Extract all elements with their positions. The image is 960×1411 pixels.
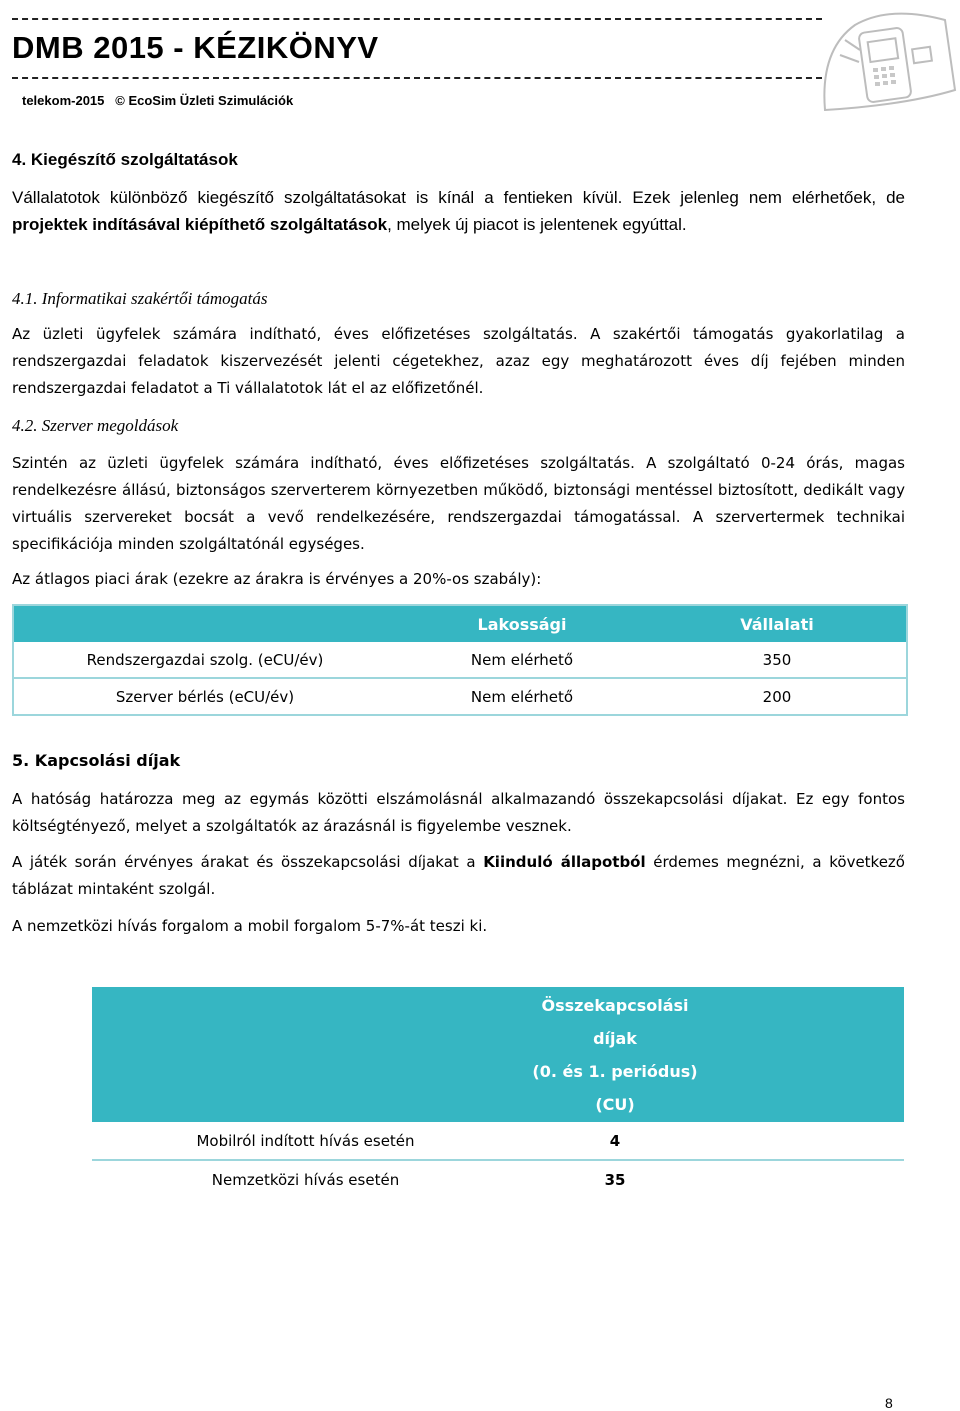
price-row-vallalati: 200	[762, 687, 792, 706]
header-dashed-rule-bottom	[12, 77, 822, 79]
document-title: DMB 2015 - KÉZIKÖNYV	[12, 30, 379, 65]
subsection-4-1-heading: 4.1. Informatikai szakértői támogatás	[12, 289, 268, 308]
header-dashed-rule-top	[12, 18, 822, 20]
intro-bold: projektek indításával kiépíthető szolgáltatások	[12, 215, 388, 234]
price-row-label: Szerver bérlés (eCU/év)	[115, 687, 295, 706]
fee-header-line2: (0. és 1. periódus) (CU)	[532, 1062, 698, 1114]
section-5-para1: A hatóság határozza meg az egymás közötti elszámolásnál alkalmazandó összekapcsolási díjakat. Ez egy fontos költségtényező, melyet a szolgáltatók az árazásnál is figyelembe vesznek.	[12, 790, 905, 835]
fee-row-value: 4	[519, 1122, 711, 1160]
fee-col-header	[519, 987, 711, 1122]
price-row-lakossagi: Nem elérhető	[396, 642, 648, 678]
table-row	[92, 1160, 904, 1198]
price-row-vallalati: 350	[648, 642, 907, 678]
table-row	[13, 678, 907, 715]
para2-bold: Kiinduló állapotból	[483, 853, 646, 871]
copyright-symbol: ©	[115, 93, 125, 108]
section-5-para2	[12, 849, 905, 903]
subtitle-right: EcoSim Üzleti Szimulációk	[128, 93, 294, 108]
phone-logo-icon	[815, 10, 960, 120]
fee-row-spacer	[711, 1160, 904, 1198]
section-4-intro	[12, 184, 905, 238]
price-table-header	[13, 605, 907, 642]
intro-text-1: Vállalatotok különböző kiegészítő szolgáltatásokat is kínál a fentieken kívül. Ezek jelenleg nem elérhetőek, de	[12, 188, 905, 207]
fee-table	[92, 987, 904, 1198]
fee-row-value: 35	[604, 1170, 626, 1189]
para2-text-2: érdemes megnézni, a következő táblázat mintaként szolgál.	[12, 853, 905, 898]
price-row-lakossagi: Nem elérhető	[470, 687, 574, 706]
intro-text-2: , melyek új piacot is jelentenek egyúttal.	[387, 215, 687, 234]
table-row	[92, 1122, 904, 1160]
price-table	[12, 604, 908, 716]
price-col-lakossagi: Lakossági	[396, 605, 648, 642]
para2-text-1: A játék során érvényes árakat és összekapcsolási díjakat a	[12, 853, 484, 871]
section-5-number: 5.	[12, 751, 30, 770]
fee-row-label: Mobilról indított hívás esetén	[92, 1122, 519, 1160]
fee-row-label: Nemzetközi hívás esetén	[211, 1170, 400, 1189]
section-4-heading: 4. Kiegészítő szolgáltatások	[12, 150, 238, 169]
prices-intro: Az átlagos piaci árak (ezekre az árakra is érvényes a 20%-os szabály):	[12, 570, 542, 588]
subsection-4-1-text: Az üzleti ügyfelek számára indítható, éves előfizetéses szolgáltatás. A szakértői támogatás gyakorlatilag a rendszergazdai feladatok kiszervezését jelenti cégetekhez, azaz egy meghatározott éves díj fejében minden rendszergazdai feladatot a Ti vállalatotok lát el az előfizetőnél.	[12, 325, 905, 397]
fee-row-spacer	[711, 1122, 904, 1160]
fee-col-spacer	[711, 987, 904, 1122]
price-row-label: Rendszergazdai szolg. (eCU/év)	[13, 642, 396, 678]
price-col-vallalati: Vállalati	[648, 605, 907, 642]
table-row	[13, 642, 907, 678]
fee-table-header	[92, 987, 904, 1122]
subsection-4-2-text: Szintén az üzleti ügyfelek számára indítható, éves előfizetéses szolgáltatás. A szolgáltató 0-24 órás, magas rendelkezésre állású, biztonságos szerverterem környezetben működő, biztonsági mentéssel biztosított, dedikált vagy virtuális szervereket bocsát a vevő rendelkezésére, rendszergazdai támogatással. A szervertermek technikai specifikációja minden szolgáltatónál egységes.	[12, 454, 905, 553]
section-5-title: Kapcsolási díjak	[34, 751, 181, 770]
subtitle-left: telekom-2015	[22, 93, 105, 108]
section-5-para3: A nemzetközi hívás forgalom a mobil forgalom 5-7%-át teszi ki.	[12, 917, 488, 935]
price-col-empty	[13, 605, 396, 642]
page-number: 8	[885, 1395, 893, 1411]
fee-header-line1: Összekapcsolási díjak	[541, 996, 689, 1048]
fee-col-empty	[92, 987, 519, 1122]
section-5-heading	[12, 751, 905, 770]
subsection-4-2-heading: 4.2. Szerver megoldások	[12, 416, 179, 435]
header-subtitle	[22, 93, 293, 108]
